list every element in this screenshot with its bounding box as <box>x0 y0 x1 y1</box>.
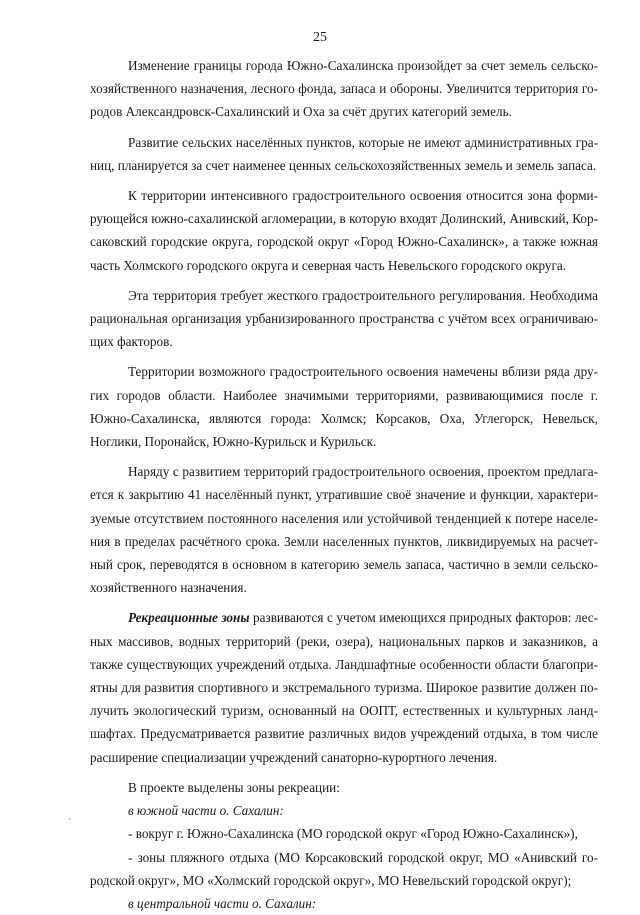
paragraph-boundary-change: Изменение границы города Южно-Сахалинска произойдет за счет земель сельско-хозяйственного назначения, лесного фонда, запаса и обороны. Увеличится территория го-родов Александровск-Сахалинский и Оха за счёт других категорий земель. <box>90 58 598 120</box>
recreation-zones-text: развиваются с учетом имеющихся природных факторов: лес-ных массивов, водных территорий (реки, озера), национальных парков и заказников, а также существующих учреждений отдыха. Ландшафтные особенности области благопри-ятны для развития спортивного и экстремального туризма. Широкое развитие должен по-лучить экологический туризм, основанный на ООПТ, естественных и культурных ланд-шафтах. Предусматривается развитие различных видов учреждений отдыха, в том числе расширение специализации учреждений санаторно-курортного лечения. <box>90 610 598 765</box>
page-number: 25 <box>313 30 327 45</box>
paragraph-rural-settlements: Развитие сельских населённых пунктов, которые не имеют административных гра-ниц, планируется за счет наименее ценных сельскохозяйственных земель и земель запаса. <box>90 134 598 173</box>
list-item-beach-zones: - зоны пляжного отдыха (МО Корсаковский городской округ, МО «Анивский го-родской округ», МО «Холмский городской округ», МО Невельский городской округ); <box>90 849 598 888</box>
subheading-south-sakhalin: в южной части о. Сахалин: <box>128 803 284 819</box>
paragraph-settlement-closure: Наряду с развитием территорий градостроительного освоения, проектом предлага-ется к закрытию 41 населённый пункт, утратившие своё значение и функции, характери-зуемые отсутствием постоянного населения или устойчивой тенденцией к потере населе-ния в пределах расчётного срока. Земли населенных пунктов, ликвидируемых на расчет-ный срок, переводятся в основном в категорию земель запаса, частично в земли сельско-хозяйственного назначения. <box>90 464 598 596</box>
recreation-zones-term: Рекреационные зоны <box>128 610 250 626</box>
paragraph-recreation-zones <box>90 606 598 768</box>
paragraph-regulation: Эта территория требует жесткого градостроительного регулирования. Необходима рациональная организация урбанизированного пространства с учётом всех ограничиваю-щих факторов. <box>90 287 598 350</box>
paragraph-intensive-development: К территории интенсивного градостроительного освоения относится зона форми-рующейся южно-сахалинской агломерации, в которую входят Долинский, Анивский, Кор-саковский городские округа, городской округ «Город Южно-Сахалинск», а также южная часть Холмского городского округа и северная часть Невельского городского округа. <box>90 188 598 273</box>
list-item-yuzhno-sakhalinsk: - вокруг г. Южно-Сахалинска (МО городской округ «Город Южно-Сахалинск»), <box>128 826 578 842</box>
paragraph-possible-development: Территории возможного градостроительного освоения намечены вблизи ряда дру-гих городов области. Наиболее значимыми территориями, развивающимися после г. Южно-Сахалинска, являются города: Холмск; Корсаков, Оха, Углегорск, Невельск, Ноглики, Поронайск, Южно-Курильск и Курильск. <box>90 364 598 450</box>
subheading-central-sakhalin: в центральной части о. Сахалин: <box>128 895 317 911</box>
document-body <box>90 54 598 915</box>
paragraph-recreation-intro: В проекте выделены зоны рекреации: <box>128 779 340 795</box>
scan-mark: ˋ <box>68 818 72 829</box>
